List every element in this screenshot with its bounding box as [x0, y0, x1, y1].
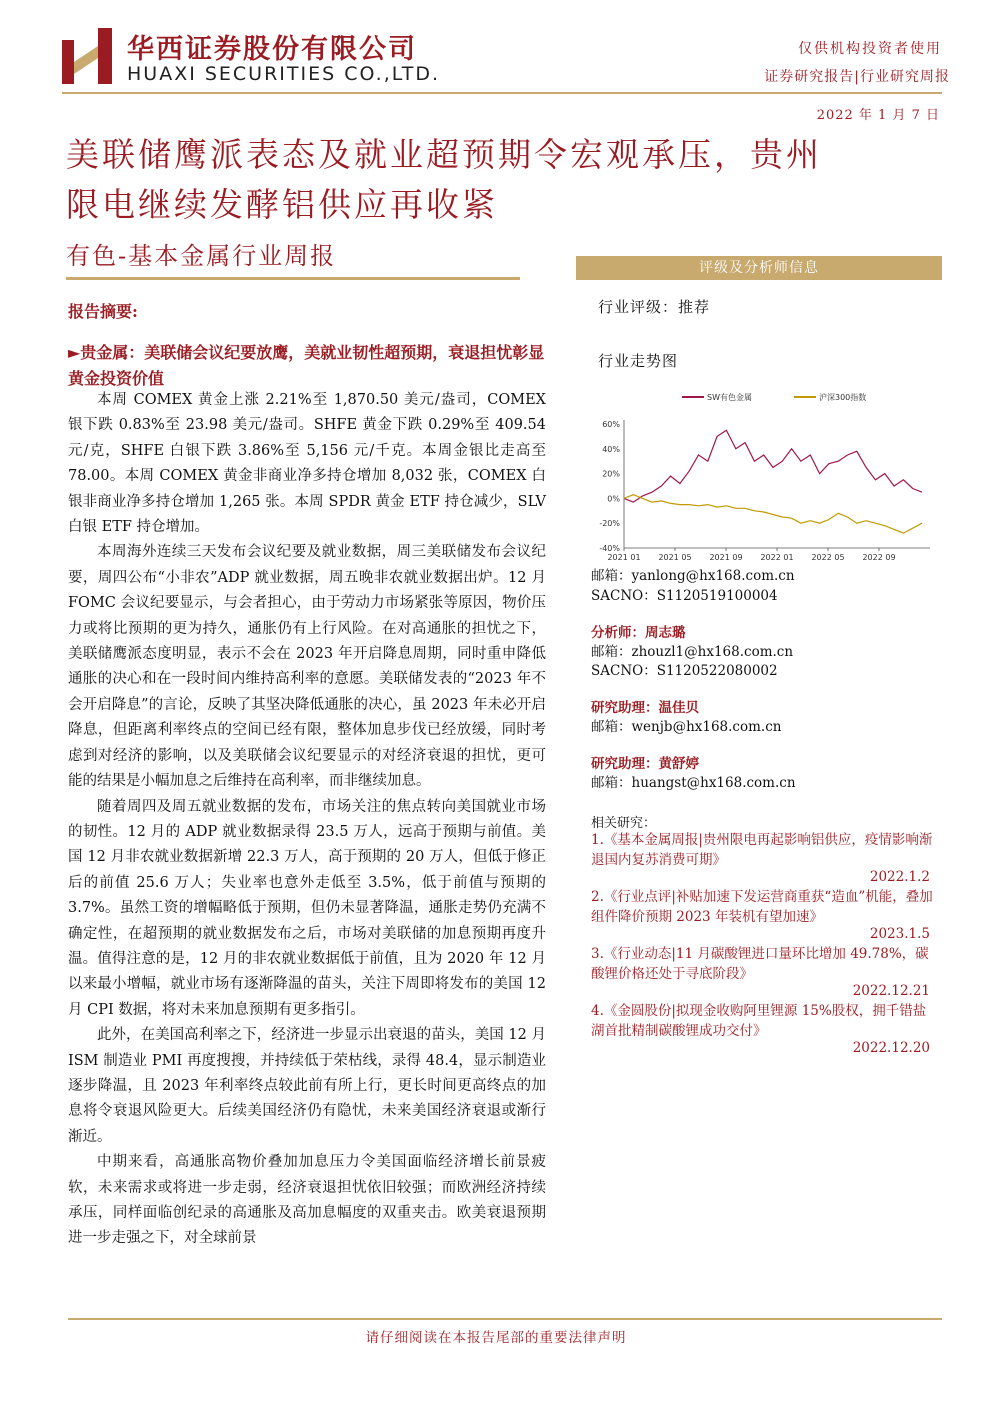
summary-paragraph: 随着周四及周五就业数据的发布，市场关注的焦点转向美国就业市场的韧性。12 月的 ADP 就业数据录得 23.5 万人，远高于预期与前值。美国 12 月非农就业数据新增 22.3 万人，高于预期的 20 万人，但低于修正后的前值 25.6 万人；失业率也意外走低至 3.5%，低于前值与预期的 3.7%。虽然工资的增幅略低于预期，但仍未显著降温，通胀走势仍充满不确定性，在超预期的就业数据发布之后，市场对美联储的加息预期再度升温。值得注意的是，12 月的非农就业数据低于前值，且为 2020 年 12 月以来最小增幅，就业市场有逐渐降温的苗头，关注下周即将发布的美国 12 月 CPI 数据，将对未来加息预期有更多指引。	[68, 798, 546, 1018]
summary-paragraph: 此外，在美国高利率之下，经济进一步显示出衰退的苗头，美国 12 月 ISM 制造业 PMI 再度搜搜，并持续低于荣枯线，录得 48.4，显示制造业逐步降温，且 2023 年利率终点较此前有所上行，更长时间更高终点的加息将令衰退风险更大。后续美国经济仍有隐忧，未来美国经济衰退或渐行渐近。	[68, 1027, 546, 1145]
y-tick-label: 20%	[602, 469, 620, 479]
legend-label: SW有色金属	[707, 393, 752, 402]
analyst-email: 邮箱：yanlong@hx168.com.cn	[591, 568, 795, 584]
related-report-date: 2022.12.21	[852, 983, 930, 999]
analyst-email: 邮箱：zhouzl1@hx168.com.cn	[591, 644, 794, 660]
series-line	[624, 495, 922, 533]
y-tick-label: 0%	[607, 494, 620, 504]
report-title-line1: 美联储鹰派表态及就业超预期令宏观承压，贵州	[66, 135, 822, 174]
report-title-line2: 限电继续发酵铝供应再收紧	[66, 185, 498, 224]
analyst-sacno: SACNO：S1120522080002	[591, 663, 778, 679]
industry-rating: 行业评级：推荐	[598, 298, 711, 316]
assistant-name: 研究助理：温佳贝	[591, 700, 699, 716]
related-report-link[interactable]: 2.《行业点评|补贴加速下发运营商重获“造血”机能，叠加组件降价预期 2023 年装机有望加速》	[591, 889, 933, 925]
report-subtitle: 有色-基本金属行业周报	[66, 242, 337, 270]
x-tick-label: 2021 01	[607, 553, 641, 562]
summary-heading: 报告摘要:	[68, 302, 138, 321]
x-tick-label: 2021 09	[709, 553, 743, 562]
related-research-heading: 相关研究：	[591, 816, 657, 831]
header-divider	[62, 92, 942, 94]
analyst-name: 分析师：周志璐	[591, 625, 686, 641]
summary-paragraph: 本周 COMEX 黄金上涨 2.21%至 1,870.50 美元/盎司，COMEX 银下跌 0.83%至 23.98 美元/盎司。SHFE 黄金下跌 0.29%至 409.54 元/克，SHFE 白银下跌 3.86%至 5,156 元/千克。本周金银比走高至 78.00。本周 COMEX 黄金非商业净多持仓增加 8,032 张，COMEX 白银非商业净多持仓增加 1,265 张。本周 SPDR 黄金 ETF 持仓减少，SLV 白银 ETF 持仓增加。	[68, 392, 546, 536]
industry-trend-chart	[590, 378, 936, 573]
trend-chart-label: 行业走势图	[598, 352, 679, 370]
related-report-date: 2023.1.5	[869, 926, 930, 942]
summary-paragraph: 本周海外连续三天发布会议纪要及就业数据，周三美联储发布会议纪要，周四公布“小非农”ADP 就业数据，周五晚非农就业数据出炉。12 月 FOMC 会议纪要显示，与会者担心，由于劳动力市场紧张等原因，物价压力或将比预期的更为持久，通胀仍有上行风险。在对高通胀的担忧之下，美联储鹰派态度明显，表示不会在 2023 年开启降息周期，同时重申降低通胀的决心和在一段时间内维持高利率的意愿。美联储发表的“2023 年不会开启降息”的言论，反映了其坚决降低通胀的决心，虽 2023 年未必开启降息，但距离利率终点的空间已经有限，整体加息步伐已经放缓，同时考虑到对经济的影响，以及美联储会议纪要显示的对经济衰退的担忧，更可能的结果是小幅加息之后维持在高利率，而非继续加息。	[68, 544, 546, 790]
y-tick-label: -40%	[599, 544, 620, 553]
assistant-email: 邮箱：wenjb@hx168.com.cn	[591, 719, 782, 735]
x-tick-label: 2022 01	[760, 553, 794, 562]
y-tick-label: 40%	[602, 444, 620, 454]
y-tick-label: -20%	[599, 519, 620, 529]
report-type: 证券研究报告|行业研究周报	[764, 69, 950, 85]
summary-paragraph: 中期来看，高通胀高物价叠加加息压力令美国面临经济增长前景疲软，未来需求或将进一步走弱，经济衰退担忧依旧较强；而欧洲经济持续承压，同样面临创纪录的高通胀及高加息幅度的双重夹击。欧美衰退预期进一步走强之下，对全球前景	[68, 1154, 546, 1247]
x-tick-label: 2022 05	[811, 553, 845, 562]
related-report-link[interactable]: 1.《基本金属周报|贵州限电再起影响铝供应，疫情影响渐退国内复苏消费可期》	[591, 832, 933, 868]
rating-analyst-bar: 评级及分析师信息	[576, 256, 942, 280]
usage-note: 仅供机构投资者使用	[798, 41, 942, 57]
report-title	[66, 130, 926, 230]
related-report-link[interactable]: 3.《行业动态|11 月碳酸锂进口量环比增加 49.78%，碳酸锂价格还处于寻底阶段》	[591, 946, 929, 982]
company-name-en: HUAXI SECURITIES CO.,LTD.	[127, 63, 440, 85]
assistant-name: 研究助理：黄舒婷	[591, 756, 699, 772]
company-name-cn: 华西证券股份有限公司	[127, 34, 417, 65]
related-report-date: 2022.12.20	[852, 1040, 930, 1056]
series-line	[624, 430, 922, 502]
x-tick-label: 2021 05	[658, 553, 692, 562]
related-report-date: 2022.1.2	[869, 869, 930, 885]
legal-notice: 请仔细阅读在本报告尾部的重要法律声明	[365, 1330, 627, 1346]
related-report-link[interactable]: 4.《金圆股份|拟现金收购阿里锂源 15%股权，拥千错盐湖首批精制碳酸锂成功交付》	[591, 1003, 927, 1039]
legend-label: 沪深300指数	[819, 393, 867, 402]
huaxi-logo-icon	[62, 28, 114, 84]
title-underline	[66, 277, 520, 280]
footer-divider	[68, 1318, 942, 1320]
assistant-email: 邮箱：huangst@hx168.com.cn	[591, 775, 796, 791]
summary-body	[68, 388, 546, 1252]
analyst-sacno: SACNO：S1120519100004	[591, 588, 778, 604]
report-date: 2022 年 1 月 7 日	[816, 108, 940, 123]
y-tick-label: 60%	[602, 420, 620, 429]
x-tick-label: 2022 09	[862, 553, 896, 562]
precious-metals-heading: ►贵金属：美联储会议纪要放鹰，美就业韧性超预期，衰退担忧彰显黄金投资价值	[68, 343, 545, 388]
